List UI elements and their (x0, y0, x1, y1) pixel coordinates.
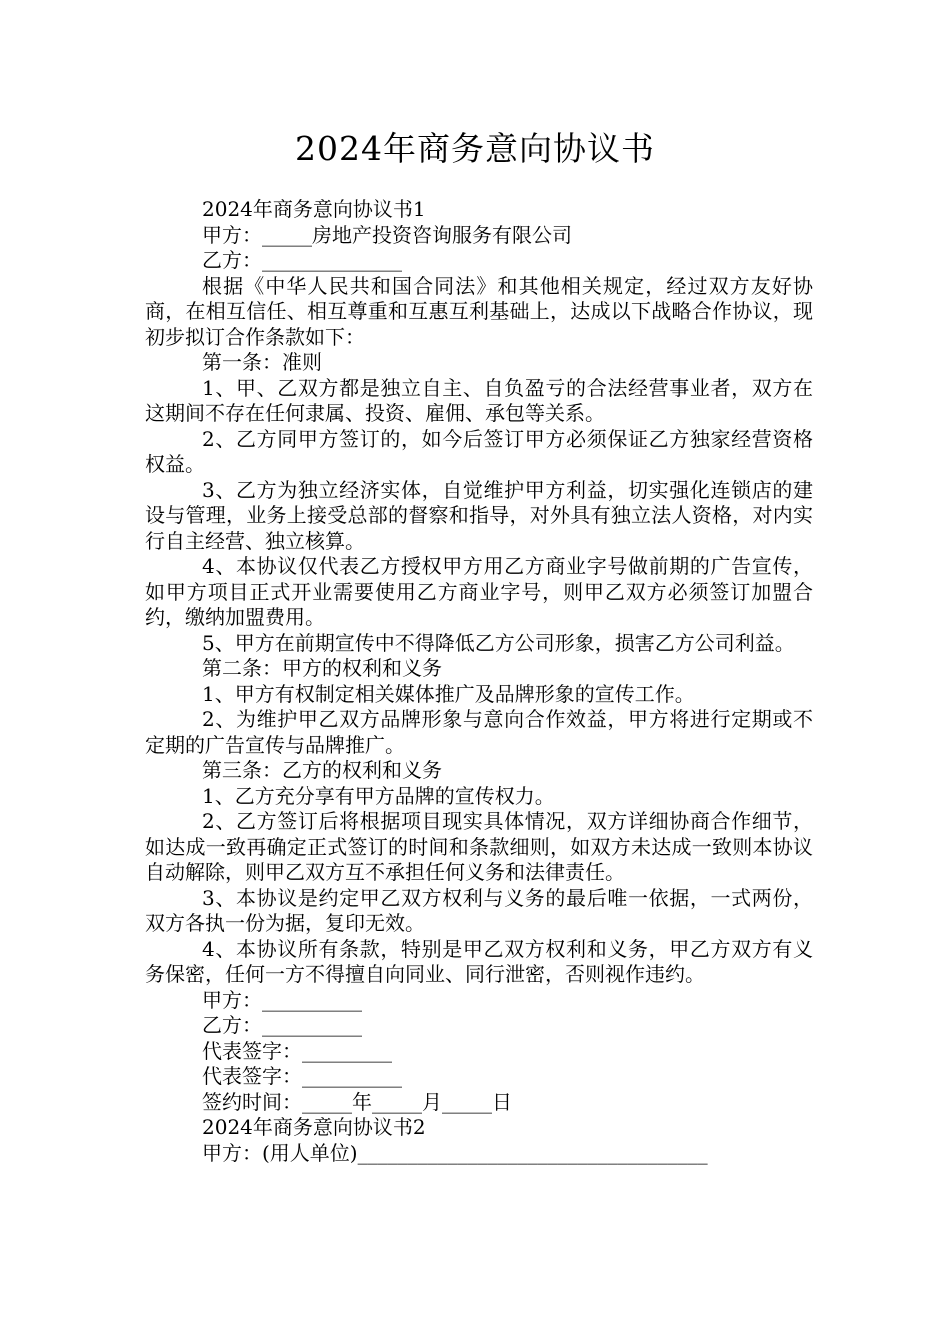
article-2-clause-2: 2、为维护甲乙双方品牌形象与意向合作效益，甲方将进行定期或不定期的广告宣传与品牌推广。 (145, 707, 813, 757)
article-3-clause-4: 4、本协议所有条款，特别是甲乙双方权利和义务，甲乙方双方有义务保密，任何一方不得擅自向同业、同行泄密，否则视作违约。 (145, 936, 813, 986)
article-1-heading: 第一条：准则 (202, 350, 322, 374)
article-2-heading: 第二条：甲方的权利和义务 (202, 656, 442, 680)
document-body (145, 197, 813, 1166)
article-1-clause-4: 4、本协议仅代表乙方授权甲方用乙方商业字号做前期的广告宣传，如甲方项目正式开业需要使用乙方商业字号，则甲乙双方必须签订加盟合约，缴纳加盟费用。 (145, 554, 813, 629)
signature-party-a: 甲方：__________ (202, 987, 362, 1012)
section-heading-agreement-2: 2024年商务意向协议书2 (202, 1115, 426, 1139)
article-3-clause-2: 2、乙方签订后将根据项目现实具体情况，双方详细协商合作细节，如达成一致再确定正式签订的时间和条款细则，如双方未达成一致则本协议自动解除，则甲乙双方互不承担任何义务和法律责任。 (145, 809, 813, 884)
party-a-employer-line: 甲方：(用人单位)___________________________________ (202, 1140, 708, 1165)
party-b-line: 乙方：______________ (202, 248, 402, 272)
article-1-clause-3: 3、乙方为独立经济实体，自觉维护甲方利益，切实强化连锁店的建设与管理，业务上接受总部的督察和指导，对外具有独立法人资格，对内实行自主经营、独立核算。 (145, 477, 813, 553)
article-3-heading: 第三条：乙方的权利和义务 (202, 758, 442, 782)
article-1-clause-1: 1、甲、乙双方都是独立自主、自负盈亏的合法经营事业者，双方在这期间不存在任何隶属、投资、雇佣、承包等关系。 (145, 375, 813, 425)
section-heading-agreement-1: 2024年商务意向协议书1 (202, 197, 426, 221)
article-2-clause-1: 1、甲方有权制定相关媒体推广及品牌形象的宣传工作。 (202, 681, 695, 706)
document-title: 2024年商务意向协议书 (295, 129, 655, 168)
signature-party-b: 乙方：__________ (202, 1013, 362, 1037)
article-1-clause-2: 2、乙方同甲方签订的，如今后签订甲方必须保证乙方独家经营资格权益。 (145, 426, 813, 476)
article-3-clause-1: 1、乙方充分享有甲方品牌的宣传权力。 (202, 783, 555, 808)
party-a-line: 甲方：_____房地产投资咨询服务有限公司 (202, 222, 572, 247)
article-3-clause-3: 3、本协议是约定甲乙双方权利与义务的最后唯一依据，一式两份，双方各执一份为据，复印无效。 (145, 885, 813, 935)
representative-signature-1: 代表签字：_________ (202, 1038, 392, 1063)
signing-date: 签约时间：_____年_____月_____日 (202, 1089, 512, 1114)
preamble-paragraph: 根据《中华人民共和国合同法》和其他相关规定，经过双方友好协商，在相互信任、相互尊重和互惠互利基础上，达成以下战略合作协议，现初步拟订合作条款如下： (145, 273, 813, 349)
representative-signature-2: 代表签字：__________ (202, 1064, 402, 1088)
article-1-clause-5: 5、甲方在前期宣传中不得降低乙方公司形象，损害乙方公司利益。 (202, 630, 795, 655)
